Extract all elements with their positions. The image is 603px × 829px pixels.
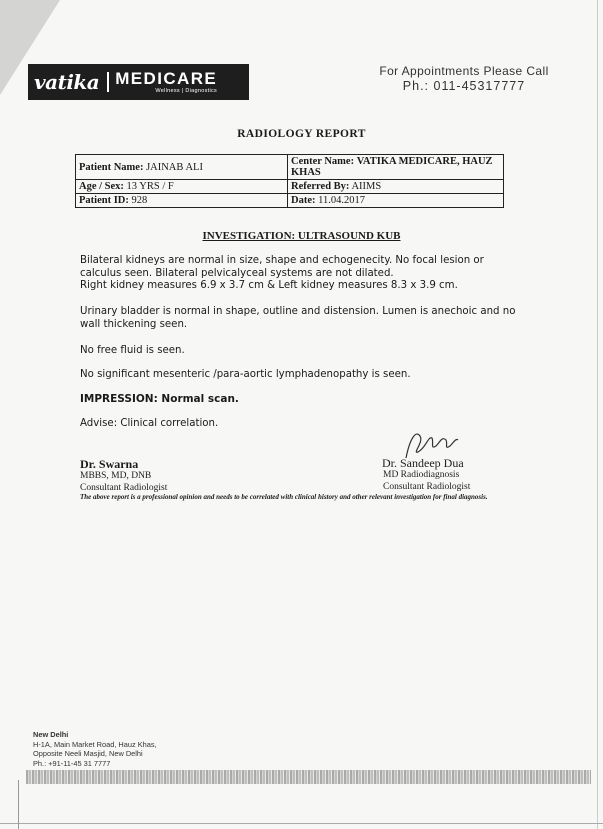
date-value: 11.04.2017 — [318, 195, 365, 206]
logo-tagline: Wellness | Diagnostics — [155, 87, 218, 94]
appointment-label: For Appointments Please Call — [379, 64, 549, 78]
findings-kidneys — [80, 255, 520, 293]
age-sex-value: 13 YRS / F — [126, 181, 174, 192]
table-row — [76, 155, 504, 180]
findings-bladder: Urinary bladder is normal in shape, outline and distension. Lumen is anechoic and no wall thickening seen. — [80, 306, 516, 330]
findings-fluid: No free fluid is seen. — [80, 345, 185, 356]
date-label: Date: — [291, 195, 316, 206]
patient-id-label: Patient ID: — [79, 195, 129, 206]
findings-lymph: No significant mesenteric /para-aortic lymphadenopathy is seen. — [80, 369, 411, 380]
signer-right-role: Consultant Radiologist — [383, 481, 471, 492]
patient-name-value: JAINAB ALI — [146, 161, 203, 173]
referred-by-cell — [288, 180, 504, 194]
scan-edge-bottom — [0, 823, 603, 824]
clinic-logo — [28, 64, 249, 100]
signer-left-degree: MBBS, MD, DNB — [80, 471, 152, 481]
appointment-block — [376, 64, 552, 94]
patient-id-value: 928 — [131, 195, 148, 206]
signer-left-name: Dr. Swarna — [80, 457, 139, 471]
patient-name-label: Patient Name: — [79, 161, 144, 173]
footer-address-line1: H-1A, Main Market Road, Hauz Khas, — [33, 739, 157, 749]
scan-edge-left — [18, 780, 19, 829]
signature-right — [382, 456, 470, 493]
logo-separator — [107, 72, 109, 92]
report-disclaimer: The above report is a professional opinion and needs to be correlated with clinical history and other relevant investigation for final diagnosis. — [80, 493, 488, 501]
table-row — [76, 180, 504, 194]
patient-details-table — [75, 154, 504, 208]
patient-id-cell — [76, 194, 288, 208]
signer-left-role: Consultant Radiologist — [80, 482, 168, 493]
center-name-cell — [288, 155, 504, 180]
investigation-heading: INVESTIGATION: ULTRASOUND KUB — [202, 230, 401, 242]
impression: IMPRESSION: Normal scan. — [80, 393, 239, 405]
footer-city: New Delhi — [33, 730, 69, 739]
logo-name: MEDICARE — [115, 68, 218, 88]
kidney-measure-text: Right kidney measures 6.9 x 3.7 cm & Left kidney measures 8.3 x 3.9 cm. — [80, 280, 458, 292]
footer-phone: Ph.: +91-11-45 31 7777 — [33, 758, 111, 768]
referred-by-label: Referred By: — [291, 181, 350, 192]
center-name-label: Center Name: — [291, 156, 355, 167]
scan-edge-right — [597, 0, 598, 829]
table-row — [76, 194, 504, 208]
kidneys-text: Bilateral kidneys are normal in size, shape and echogenecity. No focal lesion or calculus seen. Bilateral pelvicalyceal systems are not dilated. — [80, 255, 484, 279]
advise: Advise: Clinical correlation. — [80, 418, 219, 429]
report-title: RADIOLOGY REPORT — [237, 128, 366, 140]
age-sex-cell — [76, 180, 288, 194]
logo-text-block — [115, 70, 217, 95]
referred-by-value: AIIMS — [351, 181, 382, 192]
scan-noise-band — [26, 770, 591, 784]
date-cell — [288, 194, 504, 208]
logo-brand: vatika — [34, 70, 100, 94]
patient-name-cell — [76, 155, 288, 180]
signature-left — [80, 457, 167, 494]
signer-right-name: Dr. Sandeep Dua — [382, 456, 464, 470]
age-sex-label: Age / Sex: — [79, 181, 124, 192]
signer-right-degree: MD Radiodiagnosis — [383, 470, 460, 480]
footer-address-line2: Opposite Neeli Masjid, New Delhi — [33, 749, 143, 759]
center-name-value: VATIKA MEDICARE, HAUZ KHAS — [291, 156, 493, 178]
footer-address — [33, 730, 157, 768]
appointment-phone: Ph.: 011-45317777 — [402, 79, 526, 93]
